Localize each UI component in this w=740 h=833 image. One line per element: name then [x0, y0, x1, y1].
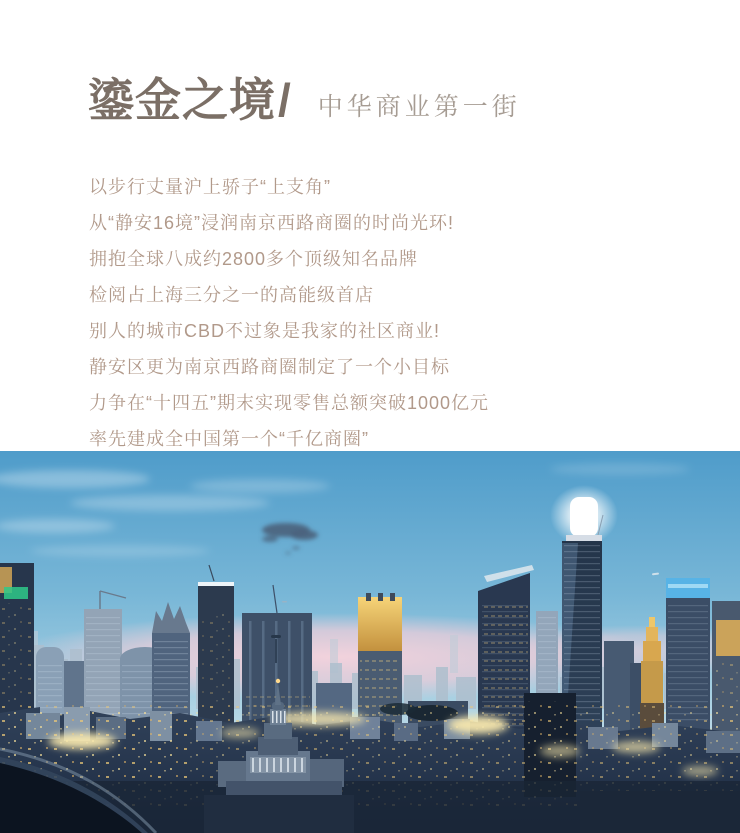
body-line: 拥抱全球八成约2800多个顶级知名品牌 [89, 249, 419, 269]
body-line: 力争在“十四五”期末实现零售总额突破1000亿元 [89, 393, 490, 413]
page-header [88, 74, 521, 127]
body-line: 静安区更为南京西路商圈制定了一个小目标 [89, 357, 450, 377]
title-text: 鎏金之境 [88, 74, 276, 126]
body-line: 率先建成全中国第一个“千亿商圈” [89, 429, 369, 449]
skyline-photo [0, 451, 740, 833]
page-title [88, 74, 292, 127]
body-line: 以步行丈量沪上骄子“上支角” [89, 177, 331, 197]
body-line: 从“静安16境”浸润南京西路商圈的时尚光环! [89, 213, 455, 233]
skyline-photo-svg [0, 451, 740, 833]
body-line: 别人的城市CBD不过象是我家的社区商业! [89, 321, 441, 341]
title-slash: / [278, 74, 292, 126]
page-subtitle: 中华商业第一街 [317, 93, 521, 122]
intro-paragraph [89, 169, 489, 493]
body-line: 检阅占上海三分之一的高能级首店 [89, 285, 374, 305]
